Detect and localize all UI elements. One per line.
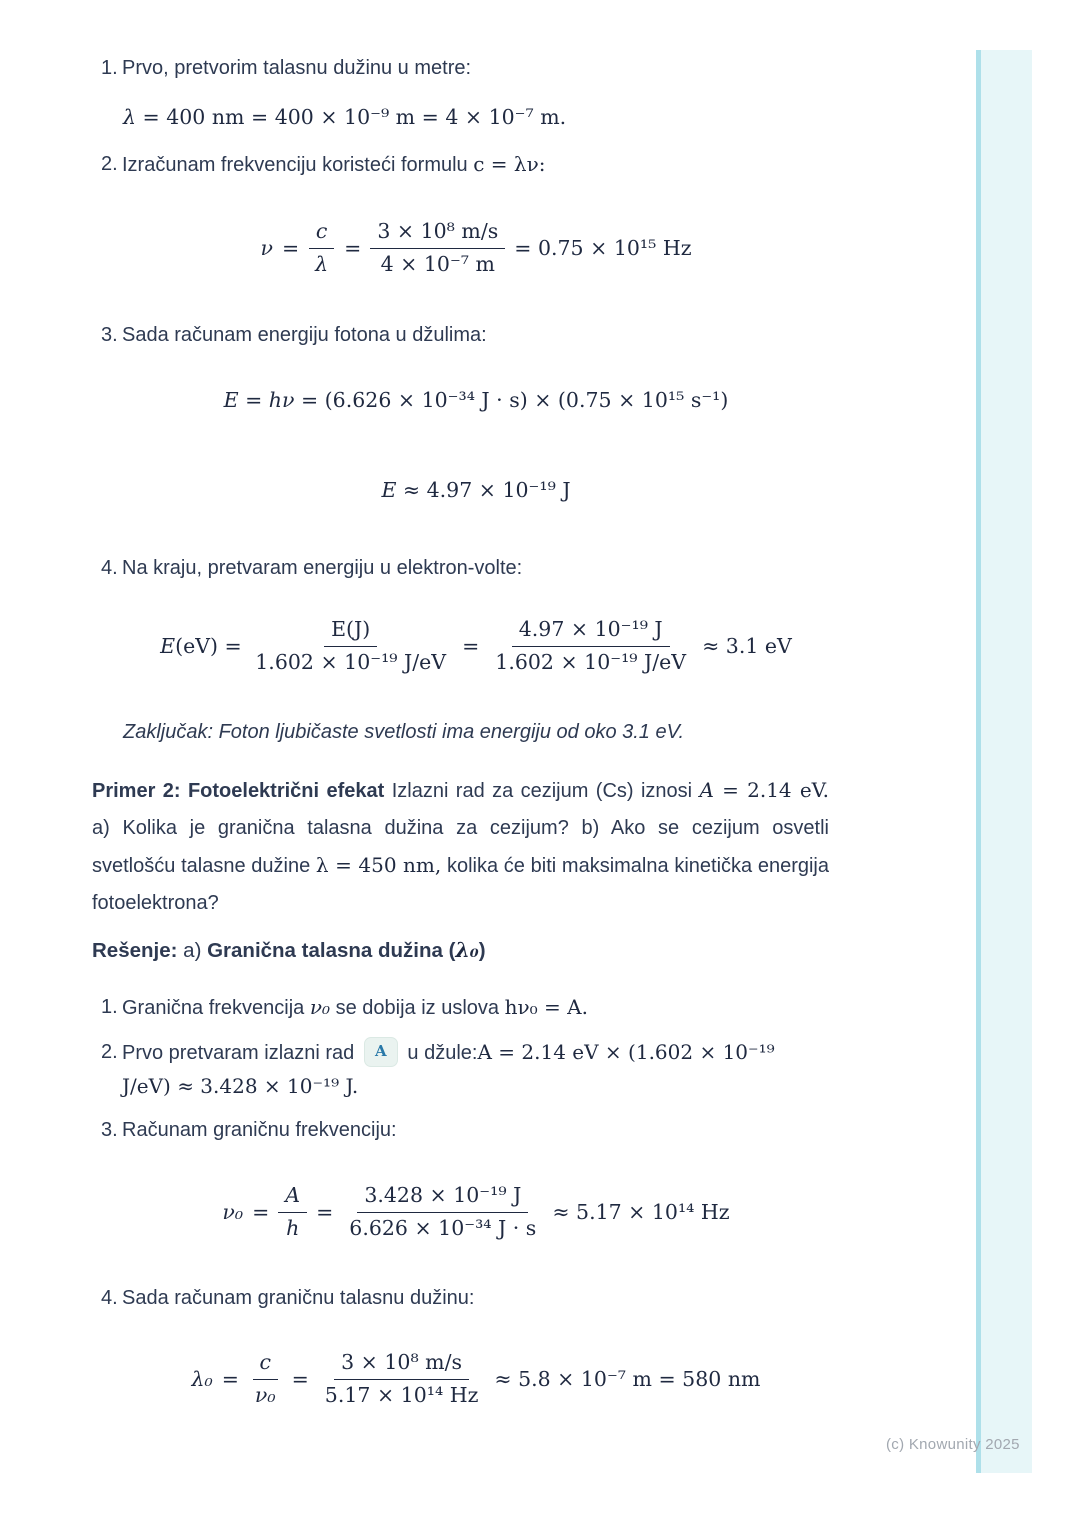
fraction-denominator: ν₀: [254, 1382, 276, 1407]
paragraph-text: kolika će biti maksimalna kinetička energija fotoelektrona?: [92, 855, 830, 914]
fraction-numerator: c: [253, 1350, 278, 1380]
heading-normal: a): [177, 939, 208, 962]
solution-heading: [92, 938, 486, 963]
math-variable: λ₀: [455, 938, 479, 962]
math-variable: E: [160, 634, 176, 658]
step-item-2: [101, 1036, 802, 1104]
fraction-denominator: 1.602 × 10⁻¹⁹ J/eV: [495, 649, 687, 674]
math-expression: ≈ 4.97 × 10⁻¹⁹ J: [396, 478, 571, 502]
decorative-side-bar: [976, 50, 1032, 1473]
equals-sign: =: [238, 388, 269, 412]
step-text: Sada računam energiju fotona u džulima:: [122, 324, 487, 346]
math-result: ≈ 5.17 × 10¹⁴ Hz: [552, 1200, 730, 1224]
step-number: 1.: [101, 996, 118, 1018]
step-number: 1.: [101, 57, 118, 79]
math-variable: hν: [268, 388, 295, 412]
step-item-4: [101, 553, 522, 584]
inline-math: hν₀ = A.: [504, 995, 588, 1019]
equals-sign: =: [344, 236, 362, 260]
fraction: [370, 219, 505, 277]
formula-energy-result: [92, 478, 860, 502]
step-number: 3.: [101, 324, 118, 346]
fraction-numerator: 4.97 × 10⁻¹⁹ J: [512, 617, 670, 647]
math-result: = 0.75 × 10¹⁵ Hz: [514, 236, 692, 260]
equals-sign: =: [221, 1367, 239, 1391]
fraction-numerator: 3.428 × 10⁻¹⁹ J: [357, 1183, 528, 1213]
fraction: [278, 1183, 307, 1241]
example2-title: Primer 2: Fotoelektrični efekat: [92, 780, 385, 802]
step-text: Prvo, pretvorim talasnu dužinu u metre:: [122, 57, 472, 79]
inline-math: c = λν:: [473, 152, 546, 176]
step-text: Izračunam frekvenciju koristeći formulu: [122, 154, 474, 176]
step-text: Sada računam graničnu talasnu dužinu:: [122, 1287, 475, 1309]
step-number: 2.: [101, 153, 118, 175]
step-item-4: [101, 1283, 474, 1314]
inline-math: A = 2.14 eV × (1.602 × 10⁻¹⁹ J/eV) ≈ 3.428 × 10⁻¹⁹ J.: [122, 1040, 775, 1098]
fraction-numerator: A: [278, 1183, 307, 1213]
formula-wavelength-conversion: [123, 105, 863, 129]
formula-threshold-wavelength: [92, 1343, 860, 1415]
equals-sign: =: [252, 1200, 270, 1224]
heading-bold: ): [478, 939, 486, 962]
step-number: 3.: [101, 1119, 118, 1141]
step-number: 2.: [101, 1041, 118, 1063]
step-number: 4.: [101, 557, 118, 579]
math-expression: = (6.626 × 10⁻³⁴ J · s) × (0.75 × 10¹⁵ s⁻¹): [294, 388, 729, 412]
equals-sign: =: [462, 634, 480, 658]
fraction: [248, 1350, 283, 1408]
step-text: se dobija iz uslova: [330, 997, 505, 1019]
math-expression: (eV) =: [175, 634, 249, 658]
step-text: u džule:: [401, 1042, 478, 1064]
math-expression: = 400 nm = 400 × 10⁻⁹ m = 4 × 10⁻⁷ m.: [136, 105, 567, 129]
math-variable: E: [223, 388, 239, 412]
fraction: [342, 1183, 543, 1241]
math-variable: E: [381, 478, 397, 502]
fraction-denominator: h: [286, 1215, 300, 1240]
fraction: [318, 1350, 486, 1408]
paragraph-text: a) Kolika je granična talasna dužina za cezijum? b) Ako se cezijum osvetli svetlošću talasne dužine: [92, 817, 829, 877]
math-variable: λ: [123, 105, 136, 129]
step-item-1: [101, 992, 588, 1024]
step-item-2: [101, 149, 545, 181]
inline-math: = 2.14 eV.: [713, 778, 829, 802]
math-variable: ν: [260, 236, 273, 260]
example2-intro-paragraph: [92, 772, 829, 922]
step-item-3: [101, 1115, 397, 1146]
formula-frequency: [92, 212, 860, 284]
heading-bold: Granična talasna dužina (: [207, 939, 456, 962]
fraction-denominator: λ: [315, 251, 329, 276]
fraction: [488, 617, 693, 675]
fraction-denominator: 5.17 × 10¹⁴ Hz: [324, 1382, 479, 1407]
math-variable: A: [699, 778, 714, 802]
equals-sign: =: [316, 1200, 334, 1224]
math-variable: ν₀: [309, 995, 331, 1019]
step-text: Granična frekvencija: [122, 997, 310, 1019]
step-text: Na kraju, pretvaram energiju u elektron-volte:: [122, 557, 523, 579]
paragraph-text: Izlazni rad za cezijum (Cs) iznosi: [384, 780, 700, 802]
equals-sign: =: [291, 1367, 309, 1391]
step-text: Prvo pretvaram izlazni rad: [122, 1042, 360, 1064]
inline-math: λ = 450 nm,: [315, 853, 442, 877]
step-item-3: [101, 320, 487, 351]
math-variable: ν₀: [222, 1200, 244, 1224]
fraction-numerator: c: [309, 219, 334, 249]
equals-sign: =: [281, 236, 300, 260]
fraction: [308, 219, 335, 277]
step-text: Računam graničnu frekvenciju:: [122, 1119, 397, 1141]
conclusion-text: Zaključak: Foton ljubičaste svetlosti ima energiju od oko 3.1 eV.: [123, 721, 685, 743]
math-variable: λ₀: [191, 1367, 213, 1391]
step-item-1: [101, 53, 471, 84]
formula-threshold-frequency: [92, 1176, 860, 1248]
heading-bold: Rešenje:: [92, 939, 178, 962]
fraction-denominator: 4 × 10⁻⁷ m: [380, 251, 495, 276]
fraction-numerator: E(J): [324, 617, 377, 647]
formula-photon-energy: [92, 388, 860, 412]
math-result: ≈ 3.1 eV: [702, 634, 792, 658]
step-number: 4.: [101, 1287, 118, 1309]
fraction: [248, 617, 453, 675]
annotation-badge[interactable]: A: [364, 1037, 398, 1067]
fraction-numerator: 3 × 10⁸ m/s: [370, 219, 505, 249]
formula-ev-conversion: [92, 610, 860, 682]
fraction-denominator: 6.626 × 10⁻³⁴ J · s: [349, 1215, 537, 1240]
copyright-text: (c) Knowunity 2025: [886, 1436, 1020, 1453]
math-result: ≈ 5.8 × 10⁻⁷ m = 580 nm: [494, 1367, 761, 1391]
fraction-numerator: 3 × 10⁸ m/s: [334, 1350, 469, 1380]
fraction-denominator: 1.602 × 10⁻¹⁹ J/eV: [255, 649, 447, 674]
